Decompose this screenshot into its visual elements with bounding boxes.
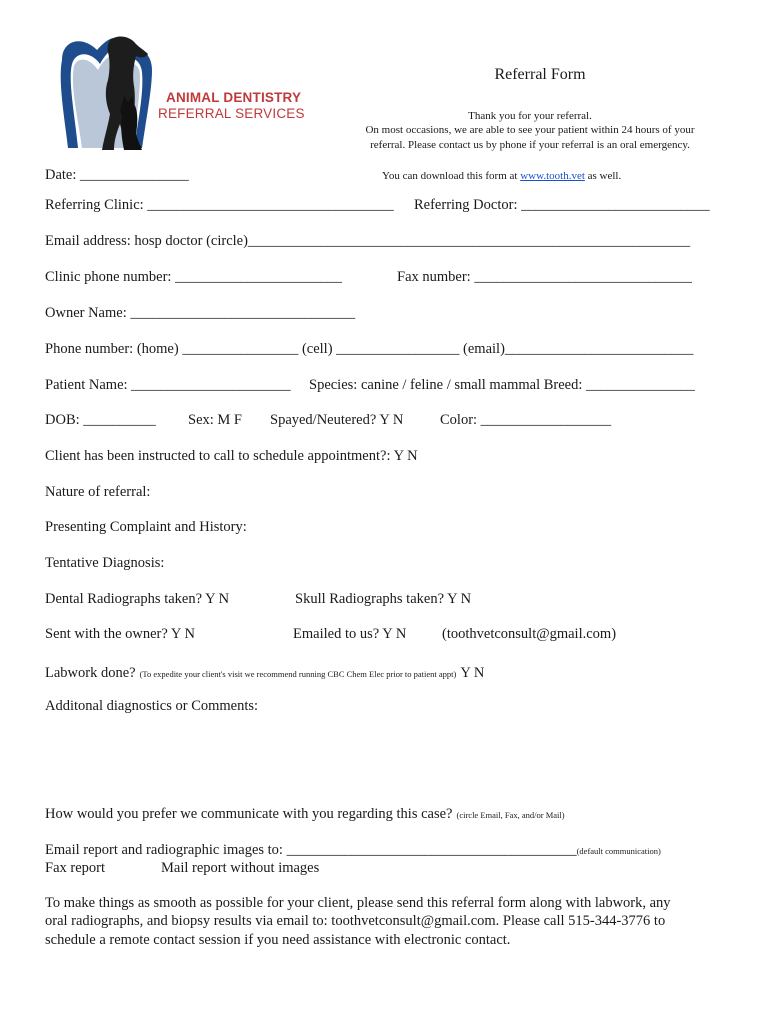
logo-line2: REFERRAL SERVICES xyxy=(158,106,305,121)
footer-line-1: To make things as smooth as possible for your client, please send this referral form along with labwork, any xyxy=(45,895,671,911)
tooth-dog-logo-icon xyxy=(52,30,162,162)
phone-number-field[interactable]: Phone number: (home) ________________ (cell) _________________ (email)__________________________ xyxy=(45,341,694,357)
consult-email-address: (toothvetconsult@gmail.com) xyxy=(442,626,617,642)
tentative-diagnosis-label: Tentative Diagnosis: xyxy=(45,555,165,571)
clinic-phone-field[interactable]: Clinic phone number: _______________________ xyxy=(45,269,342,285)
download-prefix: You can download this form at xyxy=(382,170,521,182)
sent-with-owner-field[interactable]: Sent with the owner? Y N xyxy=(45,626,195,642)
communication-note: (circle Email, Fax, and/or Mail) xyxy=(456,810,565,820)
emailed-to-us-field[interactable]: Emailed to us? Y N xyxy=(293,626,407,642)
referring-clinic-field[interactable]: Referring Clinic: __________________________________ xyxy=(45,197,394,213)
presenting-complaint-label: Presenting Complaint and History: xyxy=(45,519,247,535)
fax-report-option[interactable]: Fax report xyxy=(45,860,105,876)
email-address-field[interactable]: Email address: hosp doctor (circle)_____________________________________________________________ xyxy=(45,233,691,249)
email-report-field[interactable]: Email report and radiographic images to: ________________________________________ xyxy=(45,842,577,858)
communication-preference-row xyxy=(45,805,565,823)
communication-question: How would you prefer we communicate with you regarding this case? xyxy=(45,806,453,822)
page-title: Referral Form xyxy=(494,66,586,83)
labwork-label: Labwork done? xyxy=(45,665,136,681)
nature-of-referral-label: Nature of referral: xyxy=(45,484,151,500)
skull-radiographs-field[interactable]: Skull Radiographs taken? Y N xyxy=(295,591,472,607)
additional-diagnostics-label: Additonal diagnostics or Comments: xyxy=(45,698,259,714)
owner-name-field[interactable]: Owner Name: _______________________________ xyxy=(45,305,356,321)
referring-doctor-field[interactable]: Referring Doctor: __________________________ xyxy=(414,197,710,213)
date-field[interactable]: Date: _______________ xyxy=(45,167,189,183)
intro-line-3: referral. Please contact us by phone if your referral is an oral emergency. xyxy=(370,139,690,151)
dental-radiographs-field[interactable]: Dental Radiographs taken? Y N xyxy=(45,591,230,607)
intro-line-1: Thank you for your referral. xyxy=(468,110,592,122)
labwork-note: (To expedite your client's visit we recommend running CBC Chem Elec prior to patient appt) xyxy=(139,669,457,679)
patient-name-field[interactable]: Patient Name: ______________________ xyxy=(45,377,291,393)
download-link[interactable]: www.tooth.vet xyxy=(520,170,585,182)
animal-dentistry-logo xyxy=(52,30,305,162)
logo-line1: ANIMAL DENTISTRY xyxy=(166,90,302,105)
email-report-note: (default communication) xyxy=(576,846,661,856)
intro-line-2: On most occasions, we are able to see your patient within 24 hours of your xyxy=(365,124,695,136)
client-instructed-field[interactable]: Client has been instructed to call to schedule appointment?: Y N xyxy=(45,448,418,464)
email-report-row[interactable] xyxy=(45,841,661,859)
labwork-yn[interactable]: Y N xyxy=(460,665,485,681)
sex-field[interactable]: Sex: M F xyxy=(188,412,242,428)
fax-number-field[interactable]: Fax number: ______________________________ xyxy=(397,269,692,285)
mail-report-option[interactable]: Mail report without images xyxy=(161,860,320,876)
download-suffix: as well. xyxy=(584,170,622,182)
color-field[interactable]: Color: __________________ xyxy=(440,412,612,428)
dob-field[interactable]: DOB: __________ xyxy=(45,412,156,428)
download-note xyxy=(382,170,621,182)
labwork-row[interactable] xyxy=(45,664,484,682)
footer-line-3: schedule a remote contact session if you need assistance with electronic contact. xyxy=(45,932,511,948)
spayed-field[interactable]: Spayed/Neutered? Y N xyxy=(270,412,404,428)
footer-line-2: oral radiographs, and biopsy results via email to: toothvetconsult@gmail.com. Please call 515-344-3776 to xyxy=(45,913,666,929)
species-breed-field[interactable]: Species: canine / feline / small mammal Breed: _______________ xyxy=(309,377,695,393)
